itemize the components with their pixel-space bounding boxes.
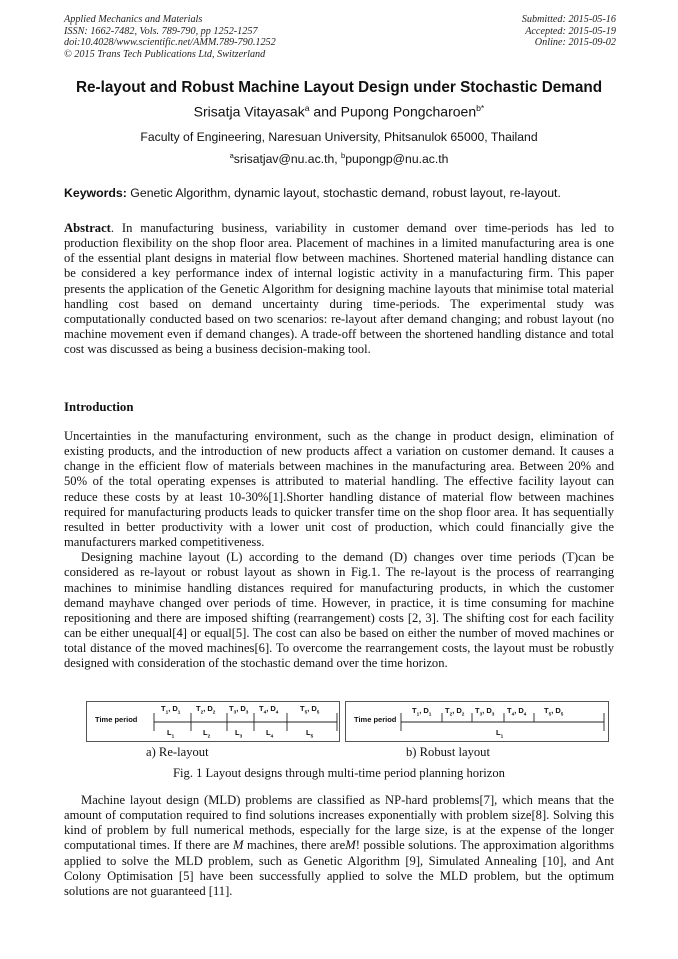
email-line xyxy=(0,151,678,166)
layout-label-5: $L_5$ xyxy=(306,728,314,739)
layout-label-3: $L_3$ xyxy=(235,728,243,739)
figure-panel-robust-layout xyxy=(345,701,609,742)
affiliation: Faculty of Engineering, Naresuan University, Phitsanulok 65000, Thailand xyxy=(140,130,538,144)
period-label-b-4: $T_4$, $D_4$ xyxy=(507,706,527,717)
author-conjunction: and xyxy=(309,103,341,120)
time-period-label-b: Time period xyxy=(354,715,397,724)
abstract xyxy=(64,221,614,357)
layout-label-4: $L_4$ xyxy=(266,728,274,739)
journal-name: Applied Mechanics and Materials xyxy=(64,14,203,25)
period-label-b-3: $T_3$, $D_3$ xyxy=(475,706,495,717)
issn-line: ISSN: 1662-7482, Vols. 789-790, pp 1252-1257 xyxy=(64,25,258,37)
author-2-mark: b* xyxy=(476,103,485,113)
subcaption-a: a) Re-layout xyxy=(146,745,209,759)
doi-line: doi:10.4028/www.scientific.net/AMM.789-790.1252 xyxy=(64,37,276,48)
journal-header-left xyxy=(64,14,276,60)
figure-panel-relayout xyxy=(86,701,340,742)
submitted-date: Submitted: 2015-05-16 xyxy=(521,14,616,25)
author-1-mark: a xyxy=(304,103,310,113)
intro-paragraph-2: Designing machine layout (L) according to the demand (D) changes over time periods (T)can be considered as re-layout or robust layout as shown in Fig.1. The re-layout is the process of rearranging machines to minimise handling distances required for manufacturing products, in which the customer demand mayhave changed over periods of time. However, in practice, it is time consuming for machine repositioning and there are imposed shifting (rearrangement) costs [2, 3]. The shifting cost for each facility can be either unequal[4] or equal[5]. The cost can also be based on either the number of moved machines or total distance of the moved machines[6]. To overcome the rearrangement costs, the layout must be robustly designed with consideration of the stochastic demand over the time horizon. xyxy=(64,550,614,671)
email-a: srisatjav@nu.ac.th, xyxy=(233,152,342,167)
abstract-text: . In manufacturing business, variability in customer demand over time-periods has led to production flexibility on the shop floor area. Placement of machines in a limited manufacturing area is one of the essential plant designs in material flow between machines. Shortened material handling distance can be considered a key performance index of internal logistic activity in a manufacturing firm. This paper presents the application of the Genetic Algorithm for designing machine layouts that minimise total material handling cost based on demand uncertainty during time-periods. The experimental study was computationally conducted based on two scenarios: re-layout after demand changing; and robust layout (no machine movement even if demand changes). A trade-off between the shortened handling distance and total cost was discussed as being a business decision-making tool. xyxy=(64,221,614,357)
time-period-label: Time period xyxy=(95,715,138,724)
email-a-mark: a xyxy=(229,151,234,160)
layout-label-2: $L_2$ xyxy=(203,728,211,739)
email-b: pupongp@nu.ac.th xyxy=(345,152,449,167)
period-label-b-2: $T_2$, $D_2$ xyxy=(445,706,465,717)
period-label-b-1: $T_1$, $D_1$ xyxy=(412,706,432,717)
journal-header-right xyxy=(522,14,616,49)
paper-title: Re-layout and Robust Machine Layout Design under Stochastic Demand xyxy=(75,79,603,96)
author-2: Pupong Pongcharoen xyxy=(340,103,477,120)
copyright-line: © 2015 Trans Tech Publications Ltd, Switzerland xyxy=(64,48,266,60)
keywords-text: Genetic Algorithm, dynamic layout, stochastic demand, robust layout, re-layout. xyxy=(126,186,561,200)
period-label-1: $T_1$, $D_1$ xyxy=(161,704,181,715)
author-1: Srisatja Vitayasak xyxy=(193,103,305,120)
introduction-body xyxy=(64,429,614,672)
period-label-b-5: $T_5$, $D_5$ xyxy=(544,706,564,717)
period-label-4: $T_4$, $D_4$ xyxy=(259,704,279,715)
intro-continuation xyxy=(64,793,614,899)
email-b-mark: b xyxy=(341,151,346,160)
intro-paragraph-3: Machine layout design (MLD) problems are classified as NP-hard problems[7], which means that the amount of computation required to find solutions increases exponentially with problem size[8]. Solving this kind of problem by full numerical methods, especially for the large size, is at the expense of the longer computational times. If there are M machines, there areM! possible solutions. The approximation algorithms applied to solve the MLD problem, such as Genetic Algorithm [9], Simulated Annealing [10], and Ant Colony Optimisation [5] have been successfully applied to solve the MLD problem, but the optimum solutions are not guaranteed [11]. xyxy=(64,793,614,898)
period-label-3: $T_3$, $D_3$ xyxy=(229,704,249,715)
subcaption-b: b) Robust layout xyxy=(406,745,490,759)
figure-caption: Fig. 1 Layout designs through multi-time period planning horizon xyxy=(173,766,505,780)
keywords-label: Keywords: xyxy=(64,186,127,200)
abstract-label: Abstract xyxy=(64,221,111,235)
online-date: Online: 2015-09-02 xyxy=(534,37,616,48)
layout-label-robust: $L_1$ xyxy=(496,728,504,739)
period-label-5: $T_5$, $D_5$ xyxy=(300,704,320,715)
keywords xyxy=(64,186,624,200)
accepted-date: Accepted: 2015-05-19 xyxy=(525,25,616,37)
section-heading-introduction: Introduction xyxy=(64,400,134,414)
layout-label-1: $L_1$ xyxy=(167,728,175,739)
intro-paragraph-1: Uncertainties in the manufacturing environment, such as the change in product design, elimination of existing products, and the introduction of new products affect a variation on customer demand. It causes a change in the efficient flow of materials between machines in the manufacturing area. Between 20% and 50% of the total operating expenses is attributed to material handling. The effective facility layout can reduce these costs by at least 10-30%[1].Shorter handling distance of material flow between machines required for manufacturing products leads to quicker transfer time on the shop floor area. It has sequentially resulted in better productivity with a lower unit cost of production, which could financially give the manufacturers marked competitiveness. xyxy=(64,429,614,550)
author-line xyxy=(0,103,678,120)
period-label-2: $T_2$, $D_2$ xyxy=(196,704,216,715)
